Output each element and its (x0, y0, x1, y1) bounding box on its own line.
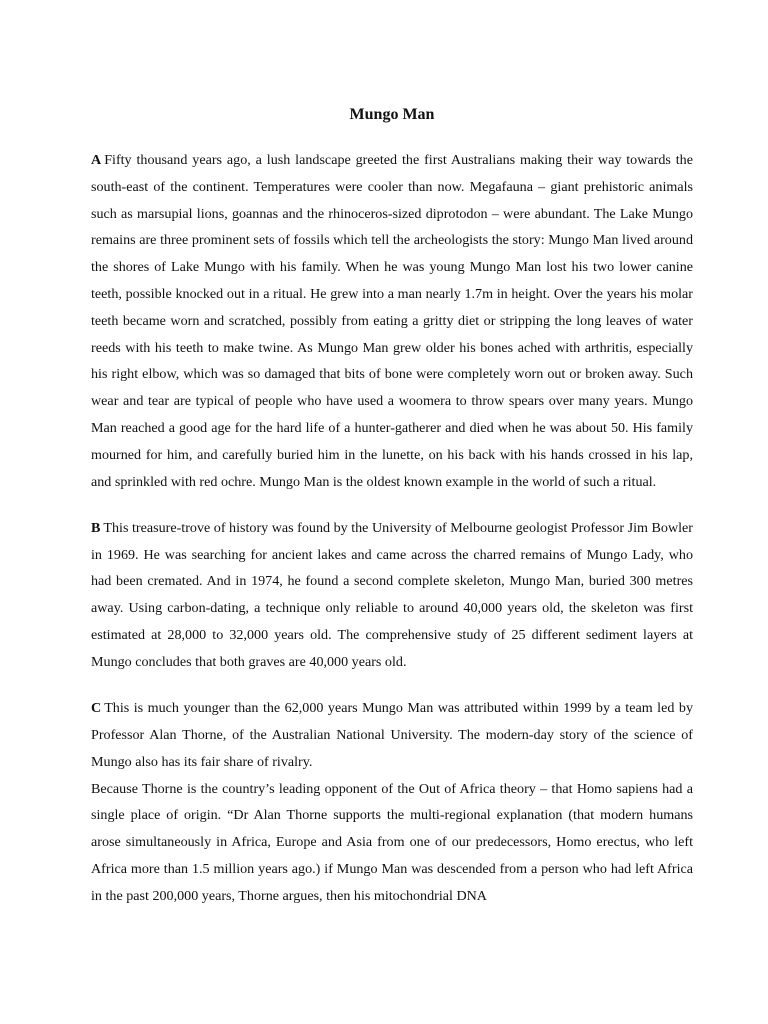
section-a-paragraph (91, 147, 693, 495)
section-a-text: Fifty thousand years ago, a lush landscape greeted the first Australians making their way towards the south-east of the continent. Temperatures were cooler than now. Megafauna – giant prehistoric animals such as marsupial lions, goannas and the rhinoceros-sized diprotodon – were abundant. The Lake Mungo remains are three prominent sets of fossils which tell the archeologists the story: Mungo Man lived around the shores of Lake Mungo with his family. When he was young Mungo Man lost his two lower canine teeth, possible knocked out in a ritual. He grew into a man nearly 1.7m in height. Over the years his molar teeth became worn and scratched, possibly from eating a gritty diet or stripping the long leaves of water reeds with his teeth to make twine. As Mungo Man grew older his bones ached with arthritis, especially his right elbow, which was so damaged that bits of bone were completely worn out or broken away. Such wear and tear are typical of people who have used a woomera to throw spears over many years. Mungo Man reached a good age for the hard life of a hunter-gatherer and died when he was about 50. His family mourned for him, and carefully buried him in the lunette, on his back with his hands crossed in his lap, and sprinkled with red ochre. Mungo Man is the oldest known example in the world of such a ritual. (91, 152, 693, 490)
section-c-letter: C (91, 700, 102, 717)
document-title: Mungo Man (349, 106, 435, 123)
section-c-text: This is much younger than the 62,000 years Mungo Man was attributed within 1999 by a team led by Professor Alan Thorne, of the Australian National University. The modern-day story of the science of Mungo also has its fair share of rivalry. (91, 700, 693, 770)
section-c-paragraph (91, 695, 693, 775)
section-b-text: This treasure-trove of history was found by the University of Melbourne geologist Professor Jim Bowler in 1969. He was searching for ancient lakes and came across the charred remains of Mungo Lady, who had been cremated. And in 1974, he found a second complete skeleton, Mungo Man, buried 300 metres away. Using carbon-dating, a technique only reliable to around 40,000 years old, the skeleton was first estimated at 28,000 to 32,000 years old. The comprehensive study of 25 different sediment layers at Mungo concludes that both graves are 40,000 years old. (91, 519, 693, 670)
section-a (91, 147, 693, 495)
section-b (91, 515, 693, 676)
section-b-letter: B (91, 519, 101, 536)
section-b-paragraph (91, 515, 693, 676)
section-c (91, 695, 693, 909)
section-a-letter: A (91, 152, 102, 168)
section-c-continuation: Because Thorne is the country’s leading opponent of the Out of Africa theory – that Homo sapiens had a single place of origin. “Dr Alan Thorne supports the multi-regional explanation (that modern humans arose simultaneously in Africa, Europe and Asia from one of our predecessors, Homo erectus, who left Africa more than 1.5 million years ago.) if Mungo Man was descended from a person who had left Africa in the past 200,000 years, Thorne argues, then his mitochondrial DNA (91, 780, 693, 904)
